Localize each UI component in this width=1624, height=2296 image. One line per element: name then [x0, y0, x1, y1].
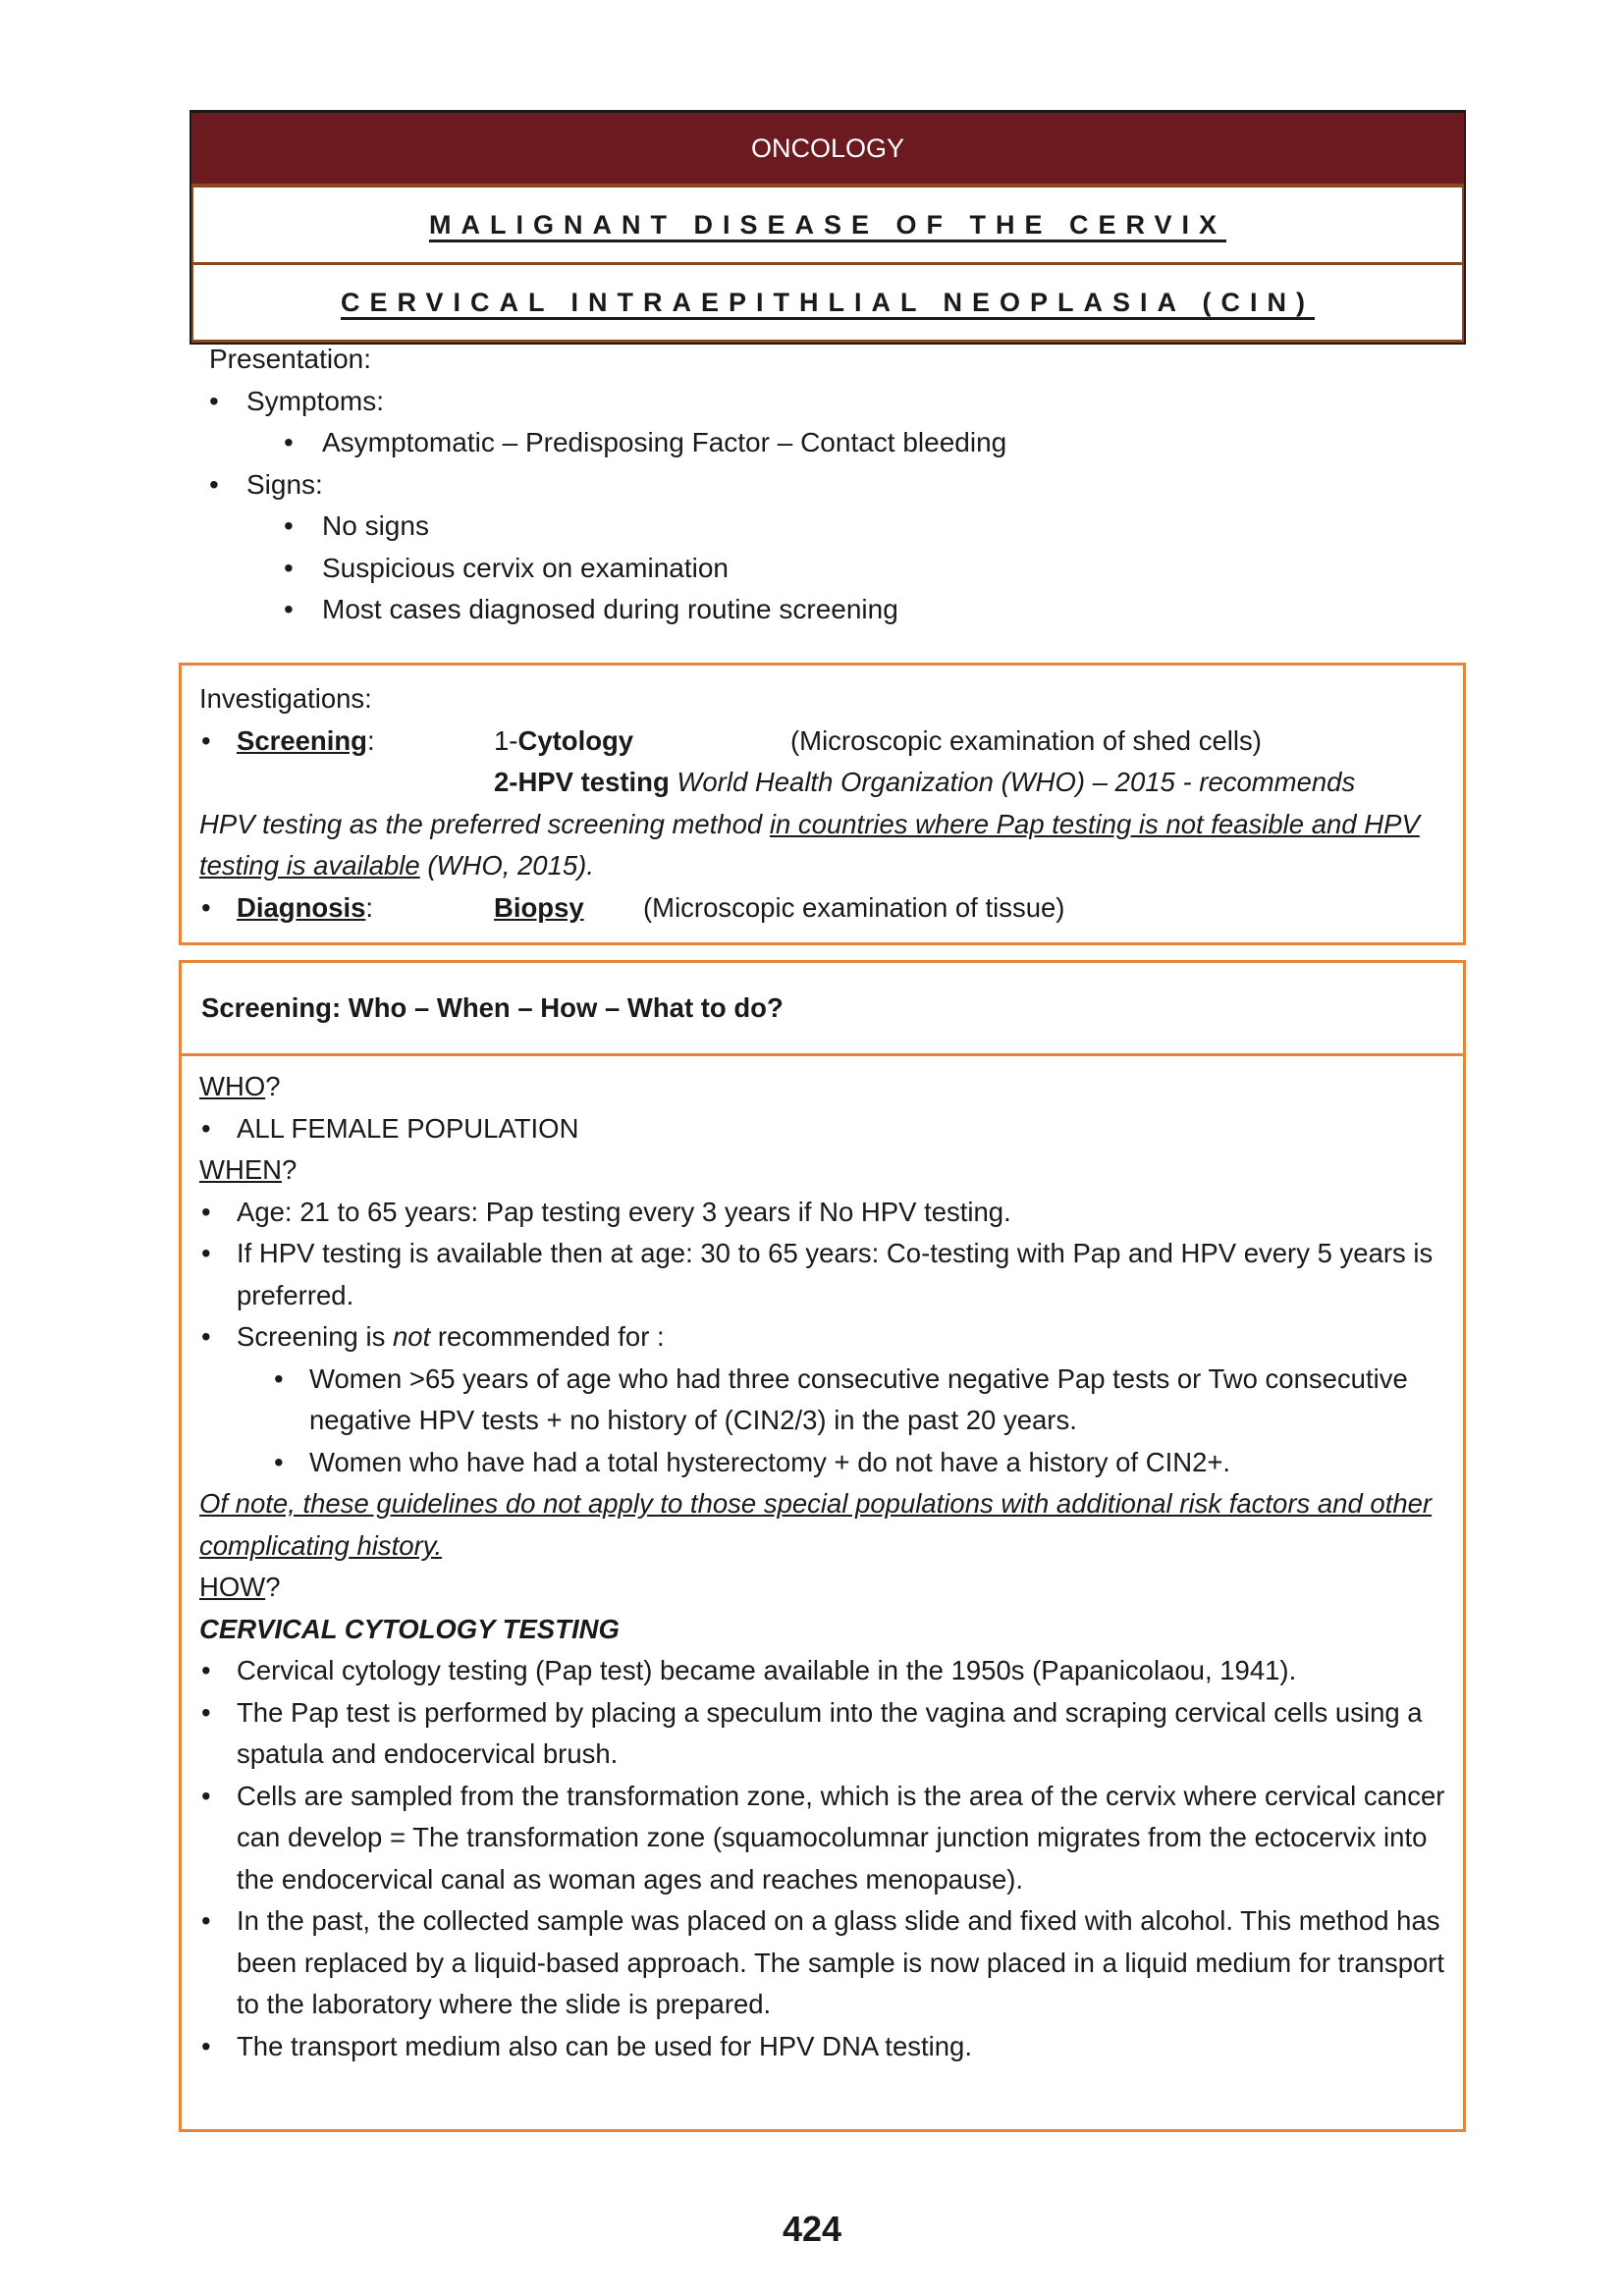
not-rec-post: recommended for :: [430, 1321, 665, 1352]
page-title: MALIGNANT DISEASE OF THE CERVIX: [428, 209, 1227, 240]
signs-label: • Signs:: [209, 464, 1006, 507]
page-subtitle: CERVICAL INTRAEPITHLIAL NEOPLASIA (CIN): [340, 287, 1316, 317]
cytology-heading: CERVICAL CYTOLOGY TESTING: [199, 1613, 620, 1644]
screening-heading: Screening: Who – When – How – What to do?: [182, 963, 1463, 1056]
not-rec-pre: Screening is: [237, 1321, 393, 1352]
diagnosis-label: Diagnosis: [237, 891, 366, 923]
list-item: • Cervical cytology testing (Pap test) became available in the 1950s (Papanicolaou, 1941).: [199, 1650, 1445, 1692]
who-label: WHO: [199, 1071, 266, 1101]
list-item: • Cells are sampled from the transformation zone, which is the area of the cervix where cervical cancer can develop = The transformation zone (squamocolumnar junction migrates from the ectocervix into the endocervical canal as woman ages and reaches menopause).: [199, 1776, 1445, 1901]
biopsy-label: Biopsy: [494, 891, 584, 923]
list-item: • Women who have had a total hysterectomy + do not have a history of CIN2+.: [199, 1442, 1445, 1484]
hpv-citation: (WHO, 2015).: [419, 850, 594, 881]
not-recommended-item: [199, 1316, 1445, 1359]
list-item: • If HPV testing is available then at age: 30 to 65 years: Co-testing with Pap and HPV every 5 years is preferred.: [199, 1233, 1445, 1316]
list-item: • The transport medium also can be used for HPV DNA testing.: [199, 2026, 1445, 2068]
category-label: ONCOLOGY: [750, 133, 905, 163]
page-number: 424: [782, 2209, 842, 2249]
list-item: • Asymptomatic – Predisposing Factor – Contact bleeding: [209, 422, 1006, 464]
title-row: [191, 187, 1464, 262]
list-item: • Women >65 years of age who had three consecutive negative Pap tests or Two consecutive negative HPV tests + no history of (CIN2/3) in the past 20 years.: [199, 1359, 1445, 1442]
category-band: [191, 113, 1464, 187]
hpv-paragraph: [199, 804, 1445, 887]
colon: :: [366, 724, 375, 756]
question-mark: ?: [265, 1071, 281, 1101]
not-rec-emphasis: not: [392, 1321, 431, 1352]
list-item: • In the past, the collected sample was placed on a glass slide and fixed with alcohol. This method has been replaced by a liquid-based approach. The sample is now placed in a liquid medium for transport to the laboratory where the slide is prepared.: [199, 1900, 1445, 2026]
how-label: HOW: [199, 1572, 266, 1602]
when-label: WHEN: [199, 1154, 283, 1185]
presentation-heading: Presentation:: [209, 344, 371, 374]
biopsy-description: (Microscopic examination of tissue): [643, 891, 1065, 923]
chapter-header: [189, 110, 1466, 345]
screening-box: [179, 960, 1466, 2132]
colon: :: [365, 891, 374, 923]
list-item: • Suspicious cervix on examination: [209, 548, 1006, 590]
list-item: • Most cases diagnosed during routine screening: [209, 589, 1006, 631]
cytology-number: 1-: [494, 724, 518, 756]
list-item: • No signs: [209, 506, 1006, 548]
hpv-underlined: in countries where Pap testing is not feasible and HPV testing is available: [199, 808, 1420, 881]
list-item: • Age: 21 to 65 years: Pap testing every 3 years if No HPV testing.: [199, 1192, 1445, 1234]
list-item: • The Pap test is performed by placing a speculum into the vagina and scraping cervical cells using a spatula and endocervical brush.: [199, 1692, 1445, 1776]
symptoms-label: • Symptoms:: [209, 381, 1006, 423]
hpv-text: HPV testing as the preferred screening method: [199, 808, 770, 839]
guidelines-note: Of note, these guidelines do not apply to those special populations with additional risk factors and other complicating history.: [199, 1488, 1433, 1561]
question-mark: ?: [265, 1572, 281, 1602]
hpv-label: 2-HPV testing: [494, 767, 670, 797]
question-mark: ?: [282, 1154, 298, 1185]
presentation-section: [209, 339, 1006, 631]
cytology-description: (Microscopic examination of shed cells): [790, 724, 1262, 756]
list-item: • ALL FEMALE POPULATION: [199, 1108, 1445, 1150]
subtitle-row: [191, 262, 1464, 343]
cytology-label: Cytology: [517, 724, 634, 756]
investigations-heading: Investigations:: [199, 683, 372, 714]
screening-body: [182, 1056, 1463, 2077]
screening-row: [199, 721, 1445, 763]
investigations-box: [179, 663, 1466, 945]
diagnosis-row: [199, 887, 1445, 930]
who-text: World Health Organization (WHO) – 2015 - recommends: [669, 767, 1356, 797]
screening-label: Screening: [237, 724, 367, 756]
hpv-row: [199, 762, 1445, 804]
